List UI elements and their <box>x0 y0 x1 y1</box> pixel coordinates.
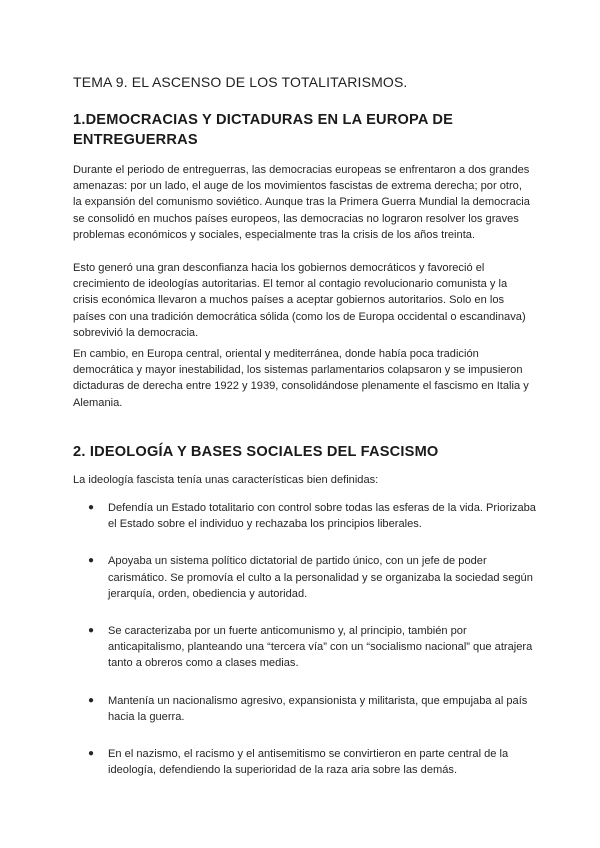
list-item-text: En el nazismo, el racismo y el antisemitismo se convirtieron en parte central de la ideología, defendiendo la superioridad de la raza aria sobre las demás. <box>108 748 509 777</box>
list-item <box>88 623 538 672</box>
document-title: TEMA 9. EL ASCENSO DE LOS TOTALITARISMOS. <box>73 74 408 90</box>
bullet-icon: ● <box>88 748 95 760</box>
bullet-icon: ● <box>88 625 95 637</box>
section-2-heading: 2. IDEOLOGÍA Y BASES SOCIALES DEL FASCISMO <box>73 444 439 460</box>
list-item-text: Apoyaba un sistema político dictatorial de partido único, con un jefe de poder carismático. Se promovía el culto a la personalidad y se organizaba la sociedad según jerarquía, orden, obediencia y autoridad. <box>108 555 533 600</box>
bullet-icon: ● <box>88 502 95 513</box>
section-1-paragraph-2: Esto generó una gran desconfianza hacia los gobiernos democráticos y favoreció el crecimiento de ideologías autoritarias. El temor al contagio revolucionario comunista y la crisis económica llevaron a muchos países a aceptar gobiernos autoritarios. Solo en los países con una tradición democrática sólida (como los de Europa occidental o escandinava) sobrevivió la democracia. <box>73 262 526 339</box>
list-item <box>88 553 538 602</box>
section-1-heading: 1.DEMOCRACIAS Y DICTADURAS EN LA EUROPA DE ENTREGUERRAS <box>73 112 454 148</box>
bullet-icon: ● <box>88 694 95 706</box>
list-item-text: Se caracterizaba por un fuerte anticomunismo y, al principio, también por anticapitalismo, planteando una “tercera vía” con un “socialismo nacional” que atrajera tanto a obreros como a clases medias. <box>108 625 533 670</box>
section-2-intro: La ideología fascista tenía unas características bien definidas: <box>73 474 379 486</box>
list-item <box>88 746 538 778</box>
list-item <box>88 693 538 725</box>
characteristics-list <box>88 500 538 799</box>
list-item-text: Defendía un Estado totalitario con control sobre todas las esferas de la vida. Priorizaba el Estado sobre el individuo y rechazaba los principios liberales. <box>108 502 536 531</box>
bullet-icon: ● <box>88 555 95 567</box>
list-item <box>88 500 538 532</box>
section-1-paragraph-1: Durante el periodo de entreguerras, las democracias europeas se enfrentaron a dos grandes amenazas: por un lado, el auge de los movimientos fascistas de extrema derecha; por otro, la expansión del comunismo soviético. Aunque tras la Primera Guerra Mundial la democracia se consolidó en muchos países europeos, las democracias no lograron resolver los graves problemas económicos y sociales, especialmente tras la crisis de los años treinta. <box>73 164 530 241</box>
section-1-paragraph-3: En cambio, en Europa central, oriental y mediterránea, donde había poca tradición democrática y mayor inestabilidad, los sistemas parlamentarios colapsaron y se impusieron dictaduras de derecha entre 1922 y 1939, consolidándose plenamente el fascismo en Italia y Alemania. <box>73 348 529 409</box>
list-item-text: Mantenía un nacionalismo agresivo, expansionista y militarista, que empujaba al país hacia la guerra. <box>108 694 528 723</box>
